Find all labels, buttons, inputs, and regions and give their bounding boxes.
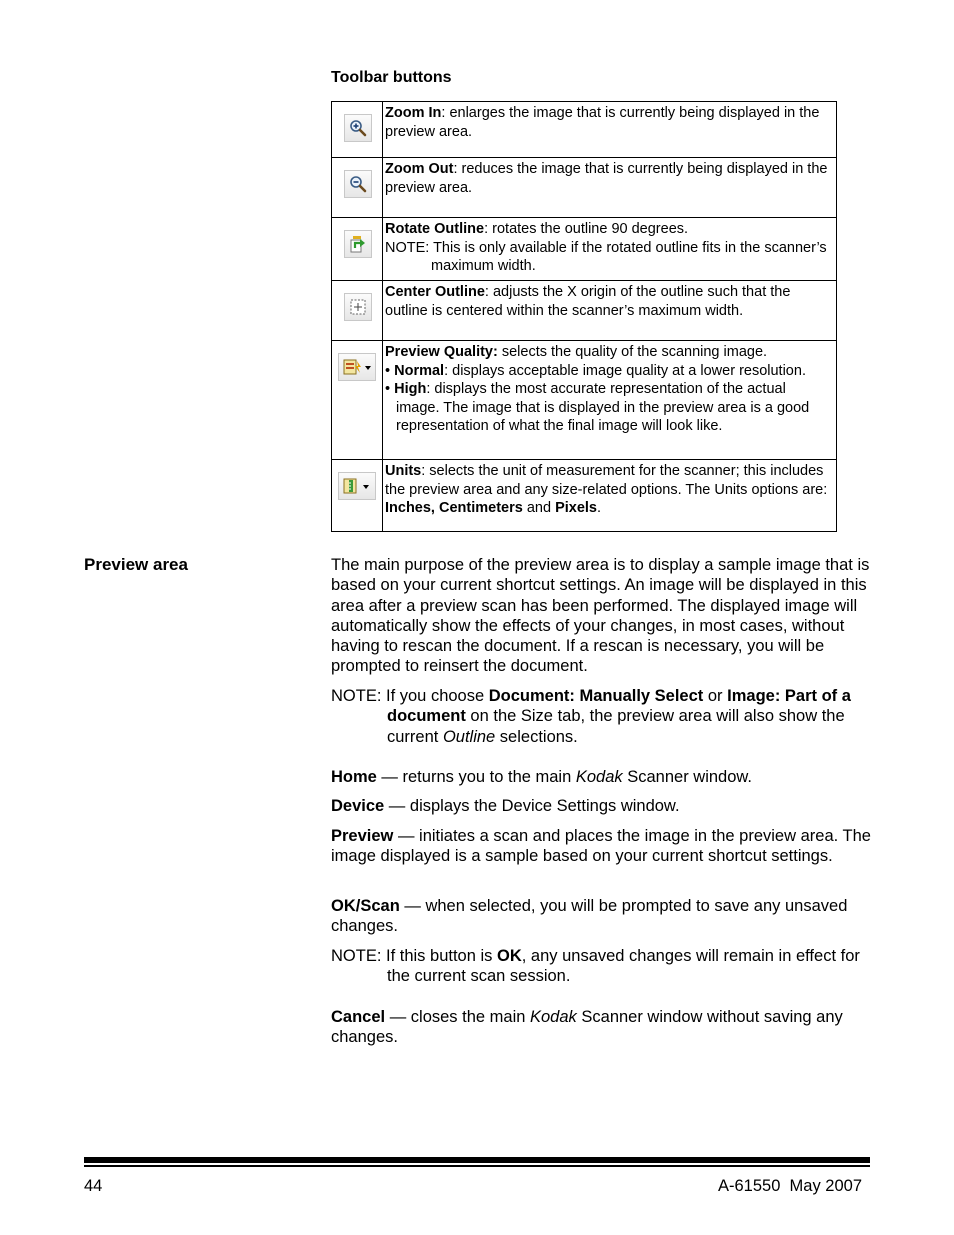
icon-cell [332, 281, 383, 341]
preview-area-heading: Preview area [84, 555, 188, 574]
button-description: : adjusts the X origin of the outline such that the outline is centered within the scanner’s maximum width. [385, 284, 791, 319]
preview-area-note [331, 686, 871, 747]
button-term: Device [331, 797, 385, 815]
table-row [332, 341, 837, 460]
table-row [332, 281, 837, 341]
period: . [596, 500, 602, 516]
bullet-term: Normal [394, 362, 445, 379]
description-text: — closes the main [385, 1008, 530, 1026]
button-term: Preview [331, 827, 394, 845]
button-term: Cancel [331, 1008, 386, 1026]
bullet-term: High [394, 381, 427, 397]
preview-quality-icon [338, 353, 376, 381]
table-row [332, 158, 837, 218]
button-term: OK/Scan [331, 897, 400, 915]
page-number: 44 [84, 1177, 103, 1195]
button-description: : selects the unit of measurement for the scanner; this includes the preview area and any size-related options. The Units options are: [385, 463, 828, 498]
toolbar-buttons-table [331, 101, 837, 532]
toolbar-buttons-heading: Toolbar buttons [331, 69, 452, 86]
description-text: — returns you to the main [376, 768, 576, 786]
footer-rule [84, 1165, 870, 1167]
button-term: Zoom Out [385, 161, 454, 177]
list-item: • Normal: displays acceptable image quality at a lower resolution. [385, 362, 806, 379]
button-description: : enlarges the image that is currently being displayed in the preview area. [385, 105, 820, 140]
conjunction: and [522, 500, 556, 516]
icon-cell [332, 460, 383, 532]
button-term: Center Outline [385, 284, 485, 300]
description-text: Scanner window. [622, 768, 752, 786]
note-prefix: NOTE: If this button is [331, 947, 497, 965]
button-description: : rotates the outline 90 degrees. [484, 221, 689, 237]
zoom-in-icon [344, 114, 372, 142]
button-term: Preview Quality: [385, 344, 498, 360]
units-icon [338, 472, 376, 500]
footer-rule [84, 1157, 870, 1163]
description-text: — initiates a scan and places the image in the preview area. The image displayed is a sample based on your current shortcut settings. [331, 827, 871, 866]
brand-name: Kodak [575, 768, 623, 786]
note-bold: OK [496, 947, 522, 965]
okscan-note [331, 946, 871, 987]
units-option-pixels: Pixels [555, 500, 597, 516]
table-row [332, 218, 837, 281]
icon-cell [332, 218, 383, 281]
description-cell [383, 102, 837, 158]
description-cell [383, 460, 837, 532]
description-cell [383, 218, 837, 281]
cancel-description [331, 1007, 871, 1048]
icon-cell [332, 341, 383, 460]
note-text: NOTE: This is only available if the rotated outline fits in the scanner’s maximum width. [385, 239, 827, 274]
description-cell [383, 281, 837, 341]
note-prefix: NOTE: If you choose [331, 687, 489, 705]
bullet-text: : displays acceptable image quality at a lower resolution. [444, 362, 806, 379]
button-term: Units [385, 463, 422, 479]
bullet-text: : displays the most accurate representation of the actual image. The image that is displayed in the preview area is a good representation of what the final image will look like. [396, 381, 810, 434]
center-outline-icon [344, 293, 372, 321]
note-text: selections. [495, 727, 578, 746]
button-term: Rotate Outline [385, 221, 485, 237]
zoom-out-icon [344, 170, 372, 198]
note-bold: Document: Manually Select [488, 687, 704, 705]
home-description [331, 767, 871, 787]
button-description: : reduces the image that is currently being displayed in the preview area. [385, 161, 828, 196]
brand-name: Kodak [530, 1008, 577, 1026]
description-text: — when selected, you will be prompted to save any unsaved changes. [331, 897, 848, 936]
button-description: selects the quality of the scanning image. [497, 344, 768, 360]
preview-area-paragraph: The main purpose of the preview area is to display a sample image that is based on your current shortcut settings. An image will be displayed in this area after a preview scan has been performed. The displayed image will automatically show the effects of your changes, in most cases, without having to rescan the document. If a rescan is necessary, you will be prompted to reinsert the document. [331, 556, 870, 676]
document-id: A-61550 May 2007 [717, 1177, 862, 1195]
list-item: • High: displays the most accurate representation of the actual image. The image that is displayed in the preview area is a good representation of what the final image will look like. [385, 381, 810, 434]
table-row [332, 102, 837, 158]
description-text: — displays the Device Settings window. [384, 797, 680, 815]
description-cell [383, 158, 837, 218]
table-row [332, 460, 837, 532]
description-cell [383, 341, 837, 460]
icon-cell [332, 102, 383, 158]
icon-cell [332, 158, 383, 218]
button-term: Zoom In [385, 105, 442, 121]
description-text: Scanner window without saving any changes. [331, 1008, 843, 1047]
device-description [331, 796, 871, 816]
note-text: on the Size tab, the preview area will also show the current [387, 707, 845, 746]
okscan-description [331, 896, 871, 937]
note-bold: Image: Part of a document [387, 687, 851, 726]
units-options: Inches, Centimeters [385, 500, 523, 516]
preview-description [331, 826, 871, 867]
note-text: or [703, 687, 728, 705]
button-term: Home [331, 768, 377, 786]
note-italic: Outline [442, 727, 496, 746]
rotate-outline-icon [344, 230, 372, 258]
note-text: , any unsaved changes will remain in effect for the current scan session. [387, 947, 860, 986]
